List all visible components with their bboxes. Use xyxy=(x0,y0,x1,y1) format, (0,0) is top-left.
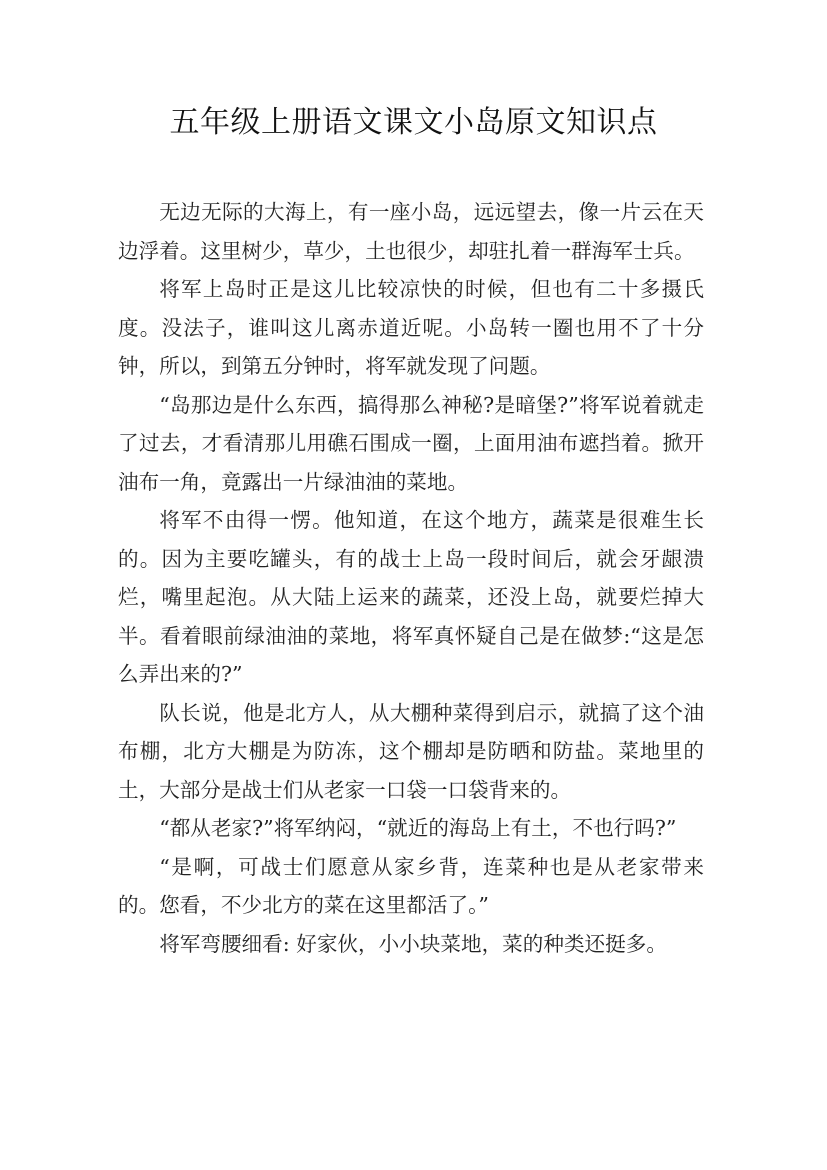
paragraph: 队长说，他是北方人，从大棚种菜得到启示，就搞了这个油布棚，北方大棚是为防冻，这个棚却是防晒和防盐。菜地里的土，大部分是战士们从老家一口袋一口袋背来的。 xyxy=(118,700,704,802)
document-body xyxy=(118,193,704,963)
paragraph: 将军弯腰细看: 好家伙，小小块菜地，菜的种类还挺多。 xyxy=(159,931,667,956)
paragraph: 将军不由得一愣。他知道，在这个地方，蔬菜是很难生长的。因为主要吃罐头，有的战士上岛一段时间后，就会牙龈溃烂，嘴里起泡。从大陆上运来的蔬菜，还没上岛，就要烂掉大半。看着眼前绿油油的菜地，将军真怀疑自己是在做梦:“这是怎么弄出来的?” xyxy=(118,508,704,686)
document-title: 五年级上册语文课文小岛原文知识点 xyxy=(169,105,658,140)
paragraph: “岛那边是什么东西，搞得那么神秘?是暗堡?”将军说着就走了过去，才看清那儿用礁石围成一圈，上面用油布遮挡着。掀开油布一角，竟露出一片绿油油的菜地。 xyxy=(118,392,704,494)
paragraph: 无边无际的大海上，有一座小岛，远远望去，像一片云在天边浮着。这里树少，草少，土也很少，却驻扎着一群海军士兵。 xyxy=(118,200,704,263)
paragraph: “都从老家?”将军纳闷，“就近的海岛上有土，不也行吗?” xyxy=(159,816,677,840)
paragraph: “是啊，可战士们愿意从家乡背，连菜种也是从老家带来的。您看，不少北方的菜在这里都活了。” xyxy=(118,854,704,917)
paragraph: 将军上岛时正是这儿比较凉快的时候，但也有二十多摄氏度。没法子，谁叫这儿离赤道近呢。小岛转一圈也用不了十分钟，所以，到第五分钟时，将军就发现了问题。 xyxy=(118,277,704,378)
